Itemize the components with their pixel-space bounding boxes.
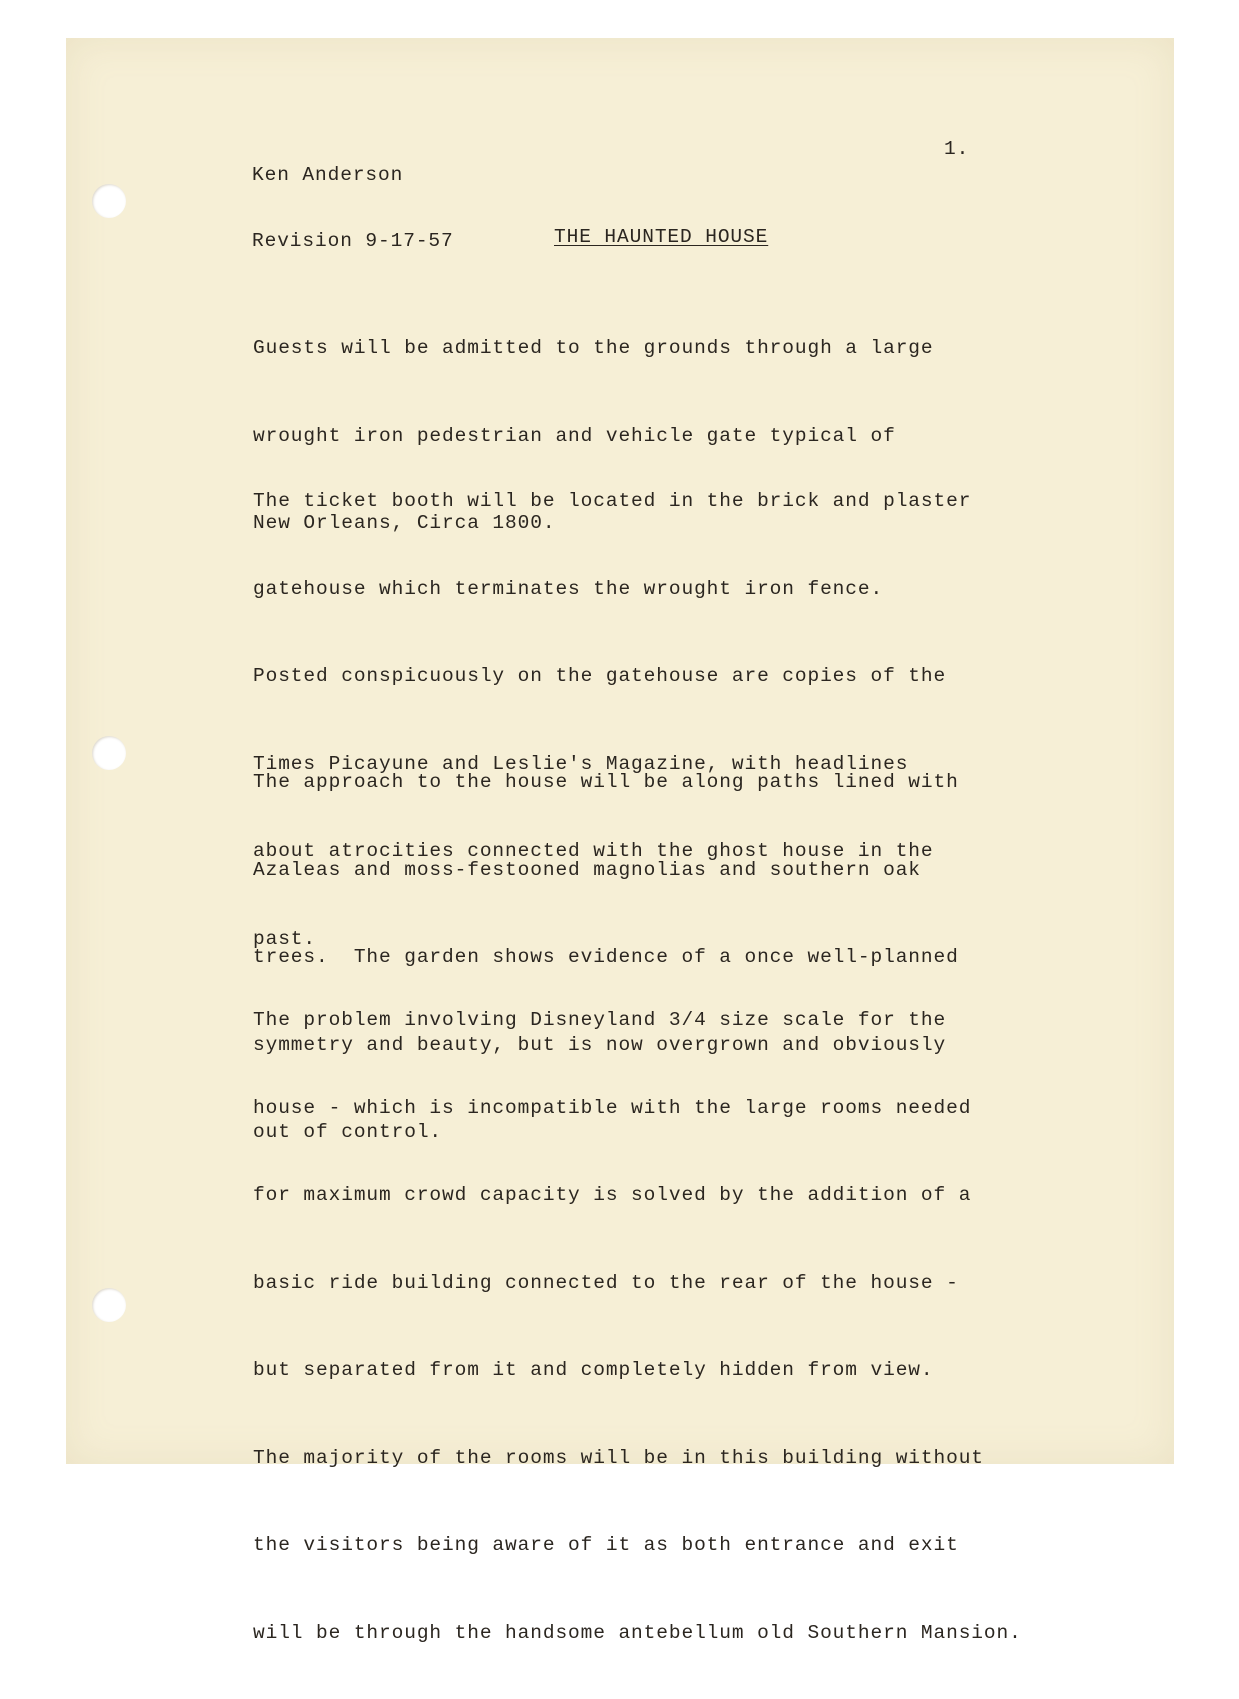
paragraph-scale-problem (253, 955, 1022, 1699)
binder-hole-top (92, 184, 126, 218)
paragraph-line: gatehouse which terminates the wrought iron fence. (253, 577, 884, 600)
paragraph-line: The ticket booth will be located in the brick and plaster (253, 490, 972, 512)
paragraph-line: New Orleans, Circa 1800. (253, 512, 556, 534)
document-header (252, 120, 454, 296)
paragraph-line: Azaleas and moss-festooned magnolias and southern oak (253, 858, 921, 881)
paragraph-line: Times Picayune and Leslie's Magazine, with headlines (253, 752, 909, 775)
paragraph-line: Guests will be admitted to the grounds through a large (253, 337, 934, 359)
paragraph-line: will be through the handsome antebellum old Southern Mansion. (253, 1621, 1022, 1644)
paragraph-line: The majority of the rooms will be in this building without (253, 1446, 984, 1469)
document-title: THE HAUNTED HOUSE (554, 226, 769, 248)
page-number: 1. (944, 138, 970, 160)
revision-date: Revision 9-17-57 (252, 230, 454, 252)
paragraph-line: house - which is incompatible with the large rooms needed (253, 1096, 972, 1119)
paragraph-line: for maximum crowd capacity is solved by the addition of a (253, 1184, 972, 1206)
paragraph-line: about atrocities connected with the ghost house in the (253, 840, 934, 862)
paragraph-line: symmetry and beauty, but is now overgrown and obviously (253, 1033, 947, 1056)
paragraph-line: wrought iron pedestrian and vehicle gate typical of (253, 424, 896, 447)
paragraph-line: The problem involving Disneyland 3/4 size scale for the (253, 1009, 947, 1031)
paragraph-line: Posted conspicuously on the gatehouse are copies of the (253, 665, 947, 687)
paragraph-line: out of control. (253, 1121, 443, 1143)
author-name: Ken Anderson (252, 164, 404, 186)
paragraph-line: past. (253, 927, 317, 950)
binder-hole-bottom (92, 1288, 126, 1322)
binder-hole-middle (92, 736, 126, 770)
paragraph-line: trees. The garden shows evidence of a once well-planned (253, 946, 959, 968)
paragraph-line: basic ride building connected to the rear of the house - (253, 1271, 959, 1294)
document-page (66, 38, 1174, 1644)
paragraph-line: The approach to the house will be along paths lined with (253, 771, 959, 793)
paragraph-line: but separated from it and completely hidden from view. (253, 1359, 934, 1381)
paragraph-line: the visitors being aware of it as both entrance and exit (253, 1534, 959, 1556)
